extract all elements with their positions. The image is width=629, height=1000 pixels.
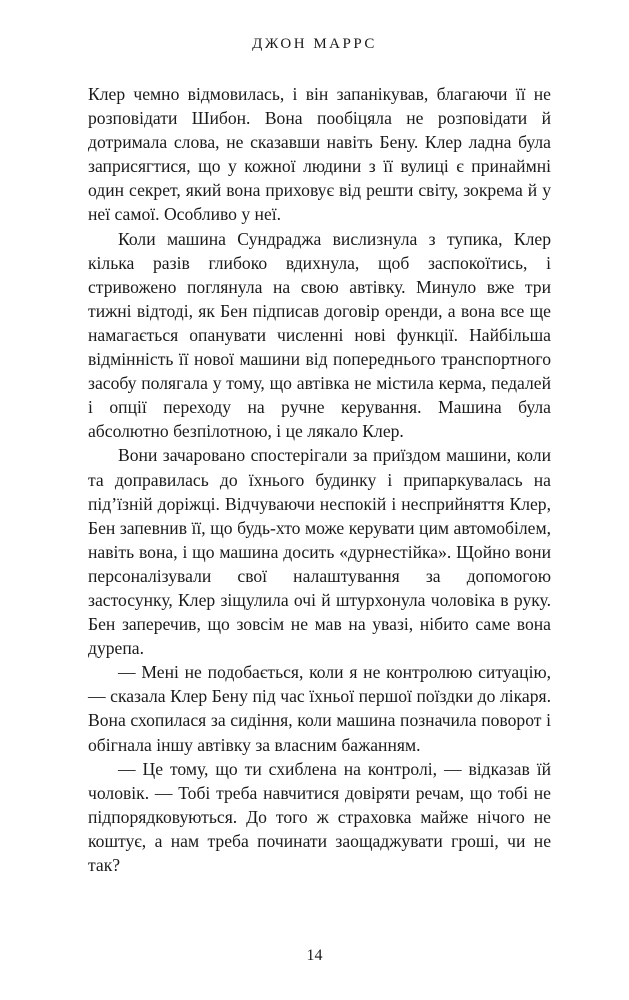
page-number: 14 [306,947,323,964]
running-head: ДЖОН МАРРС [252,36,377,52]
paragraph: — Це тому, що ти схиблена на контролі, — відказав їй чоловік. — Тобі треба навчитися довіряти речам, що тобі не підпорядковуються. До того ж страховка майже нічого не коштує, а нам треба починати заощаджувати гроші, чи не так? [88,758,551,875]
paragraph: — Мені не подобається, коли я не контролюю ситуацію, — сказала Клер Бену під час їхньої першої поїздки до лікаря. Вона схопилася за сидіння, коли машина позначила поворот і обігнала іншу автівку за власним бажанням. [88,662,551,755]
paragraph: Клер чемно відмовилась, і він запанікував, благаючи її не розповідати Шибон. Вона пообіцяла не розповідати й дотримала слова, не сказавши навіть Бену. Клер ладна була заприсягтися, що у кожної людини з її вулиці є принаймні один секрет, який вона приховує від решти світу, зокрема й у неї самої. Особливо у неї. [88,84,551,225]
body-text [88,82,551,877]
paragraph: Вони зачаровано спостерігали за приїздом машини, коли та доправилась до їхнього будинку і припаркувалась на під’їзній доріжці. Відчуваючи неспокій і несприйняття Клер, Бен запевнив її, що будь-хто може керувати цим автомобілем, навіть вона, і що машина досить «дурнестійка». Щойно вони персоналізували свої налаштування за допомогою застосунку, Клер зіщулила очі й штурхонула чоловіка в руку. Бен заперечив, що зовсім не мав на увазі, нібито саме вона дурепа. [88,445,551,659]
paragraph: Коли машина Сундраджа вислизнула з тупика, Клер кілька разів глибоко вдихнула, щоб заспокоїтись, і стривожено поглянула на свою автівку. Минуло вже три тижні відтоді, як Бен підписав договір оренди, а вона все ще намагається опанувати численні нові функції. Найбільша відмінність її нової машини від попереднього транспортного засобу полягала у тому, що автівка не містила керма, педалей і опції переходу на ручне керування. Машина була абсолютно безпілотною, і це лякало Клер. [88,228,551,442]
